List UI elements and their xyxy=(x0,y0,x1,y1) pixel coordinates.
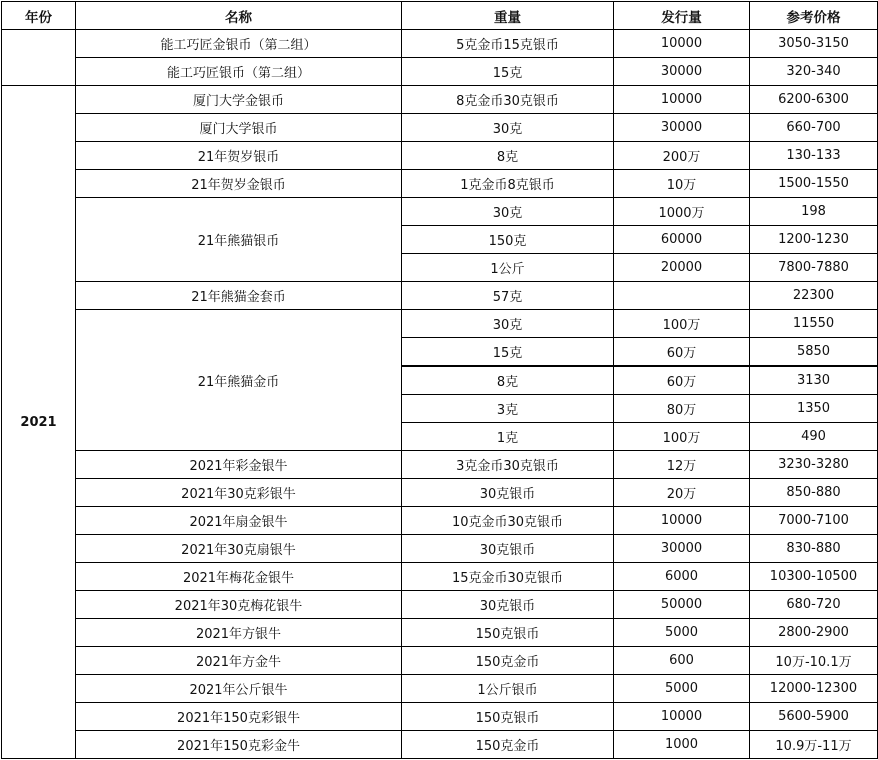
name-cell: 2021年公斤银牛 xyxy=(76,675,402,703)
price-cell: 3230-3280 xyxy=(750,451,878,479)
price-cell: 5850 xyxy=(750,338,878,367)
weight-cell: 150克银币 xyxy=(402,703,614,731)
table-row xyxy=(2,479,878,507)
name-cell: 厦门大学银币 xyxy=(76,114,402,142)
issue-cell: 10000 xyxy=(614,703,750,731)
table-row xyxy=(2,170,878,198)
issue-cell: 1000 xyxy=(614,731,750,759)
price-cell: 1500-1550 xyxy=(750,170,878,198)
price-cell: 3050-3150 xyxy=(750,30,878,58)
name-cell: 2021年扇金银牛 xyxy=(76,507,402,535)
price-cell: 680-720 xyxy=(750,591,878,619)
weight-cell: 8克金币30克银币 xyxy=(402,86,614,114)
weight-cell: 3克 xyxy=(402,395,614,423)
table-row xyxy=(2,535,878,563)
table-row xyxy=(2,142,878,170)
price-cell: 6200-6300 xyxy=(750,86,878,114)
table-row xyxy=(2,591,878,619)
table-row xyxy=(2,310,878,338)
name-cell: 厦门大学金银币 xyxy=(76,86,402,114)
weight-cell: 30克 xyxy=(402,114,614,142)
table-row xyxy=(2,282,878,310)
price-cell: 490 xyxy=(750,423,878,451)
weight-cell: 30克银币 xyxy=(402,535,614,563)
header-issue: 发行量 xyxy=(614,2,750,30)
weight-cell: 30克 xyxy=(402,198,614,226)
issue-cell: 80万 xyxy=(614,395,750,423)
header-weight: 重量 xyxy=(402,2,614,30)
weight-cell: 8克 xyxy=(402,142,614,170)
weight-cell: 30克银币 xyxy=(402,479,614,507)
issue-cell: 60万 xyxy=(614,366,750,395)
name-cell: 2021年梅花金银牛 xyxy=(76,563,402,591)
header-price: 参考价格 xyxy=(750,2,878,30)
table-row xyxy=(2,451,878,479)
weight-cell: 5克金币15克银币 xyxy=(402,30,614,58)
year-cell-empty xyxy=(2,30,76,86)
table-row xyxy=(2,507,878,535)
name-cell: 21年贺岁银币 xyxy=(76,142,402,170)
issue-cell: 10万 xyxy=(614,170,750,198)
issue-cell: 6000 xyxy=(614,563,750,591)
weight-cell: 1克金币8克银币 xyxy=(402,170,614,198)
issue-cell: 30000 xyxy=(614,114,750,142)
price-cell: 198 xyxy=(750,198,878,226)
weight-cell: 30克银币 xyxy=(402,591,614,619)
name-cell: 2021年方金牛 xyxy=(76,647,402,675)
weight-cell: 150克金币 xyxy=(402,647,614,675)
name-cell: 2021年30克彩银牛 xyxy=(76,479,402,507)
price-cell: 830-880 xyxy=(750,535,878,563)
weight-cell: 1克 xyxy=(402,423,614,451)
table-row xyxy=(2,647,878,675)
price-cell: 320-340 xyxy=(750,58,878,86)
name-cell: 2021年150克彩银牛 xyxy=(76,703,402,731)
price-cell: 10300-10500 xyxy=(750,563,878,591)
year-cell: 2021 xyxy=(2,86,76,759)
weight-cell: 3克金币30克银币 xyxy=(402,451,614,479)
name-cell: 2021年方银牛 xyxy=(76,619,402,647)
weight-cell: 15克 xyxy=(402,58,614,86)
coin-price-table xyxy=(1,1,878,759)
price-cell: 7000-7100 xyxy=(750,507,878,535)
price-cell: 7800-7880 xyxy=(750,254,878,282)
price-cell: 660-700 xyxy=(750,114,878,142)
price-cell: 10.9万-11万 xyxy=(750,731,878,759)
name-cell: 2021年30克梅花银牛 xyxy=(76,591,402,619)
weight-cell: 15克 xyxy=(402,338,614,367)
issue-cell: 30000 xyxy=(614,58,750,86)
name-cell: 21年熊猫金套币 xyxy=(76,282,402,310)
name-cell: 21年熊猫银币 xyxy=(76,198,402,282)
price-cell: 10万-10.1万 xyxy=(750,647,878,675)
name-cell: 能工巧匠金银币（第二组） xyxy=(76,30,402,58)
table-row xyxy=(2,703,878,731)
issue-cell: 5000 xyxy=(614,675,750,703)
issue-cell: 20万 xyxy=(614,479,750,507)
weight-cell: 15克金币30克银币 xyxy=(402,563,614,591)
issue-cell: 20000 xyxy=(614,254,750,282)
price-cell: 1200-1230 xyxy=(750,226,878,254)
price-cell: 850-880 xyxy=(750,479,878,507)
issue-cell: 10000 xyxy=(614,30,750,58)
weight-cell: 30克 xyxy=(402,310,614,338)
table-row xyxy=(2,30,878,58)
table-row xyxy=(2,675,878,703)
table-row xyxy=(2,58,878,86)
weight-cell: 57克 xyxy=(402,282,614,310)
table-row xyxy=(2,731,878,759)
issue-cell: 50000 xyxy=(614,591,750,619)
issue-cell: 100万 xyxy=(614,423,750,451)
issue-cell: 30000 xyxy=(614,535,750,563)
issue-cell xyxy=(614,282,750,310)
weight-cell: 150克金币 xyxy=(402,731,614,759)
name-cell: 2021年30克扇银牛 xyxy=(76,535,402,563)
header-year: 年份 xyxy=(2,2,76,30)
issue-cell: 12万 xyxy=(614,451,750,479)
price-cell: 5600-5900 xyxy=(750,703,878,731)
table-row xyxy=(2,563,878,591)
issue-cell: 600 xyxy=(614,647,750,675)
name-cell: 2021年150克彩金牛 xyxy=(76,731,402,759)
issue-cell: 5000 xyxy=(614,619,750,647)
issue-cell: 10000 xyxy=(614,86,750,114)
price-cell: 130-133 xyxy=(750,142,878,170)
price-cell: 2800-2900 xyxy=(750,619,878,647)
name-cell: 能工巧匠银币（第二组） xyxy=(76,58,402,86)
name-cell: 2021年彩金银牛 xyxy=(76,451,402,479)
issue-cell: 200万 xyxy=(614,142,750,170)
weight-cell: 8克 xyxy=(402,366,614,395)
header-row xyxy=(2,2,878,30)
issue-cell: 1000万 xyxy=(614,198,750,226)
name-cell: 21年贺岁金银币 xyxy=(76,170,402,198)
weight-cell: 1公斤银币 xyxy=(402,675,614,703)
issue-cell: 10000 xyxy=(614,507,750,535)
issue-cell: 100万 xyxy=(614,310,750,338)
weight-cell: 150克 xyxy=(402,226,614,254)
weight-cell: 150克银币 xyxy=(402,619,614,647)
table-row xyxy=(2,619,878,647)
issue-cell: 60万 xyxy=(614,338,750,367)
price-cell: 12000-12300 xyxy=(750,675,878,703)
table-row xyxy=(2,198,878,226)
header-name: 名称 xyxy=(76,2,402,30)
weight-cell: 10克金币30克银币 xyxy=(402,507,614,535)
weight-cell: 1公斤 xyxy=(402,254,614,282)
price-cell: 11550 xyxy=(750,310,878,338)
name-cell: 21年熊猫金币 xyxy=(76,310,402,451)
price-cell: 1350 xyxy=(750,395,878,423)
price-cell: 22300 xyxy=(750,282,878,310)
price-cell: 3130 xyxy=(750,366,878,395)
issue-cell: 60000 xyxy=(614,226,750,254)
table-row xyxy=(2,114,878,142)
table-row xyxy=(2,86,878,114)
